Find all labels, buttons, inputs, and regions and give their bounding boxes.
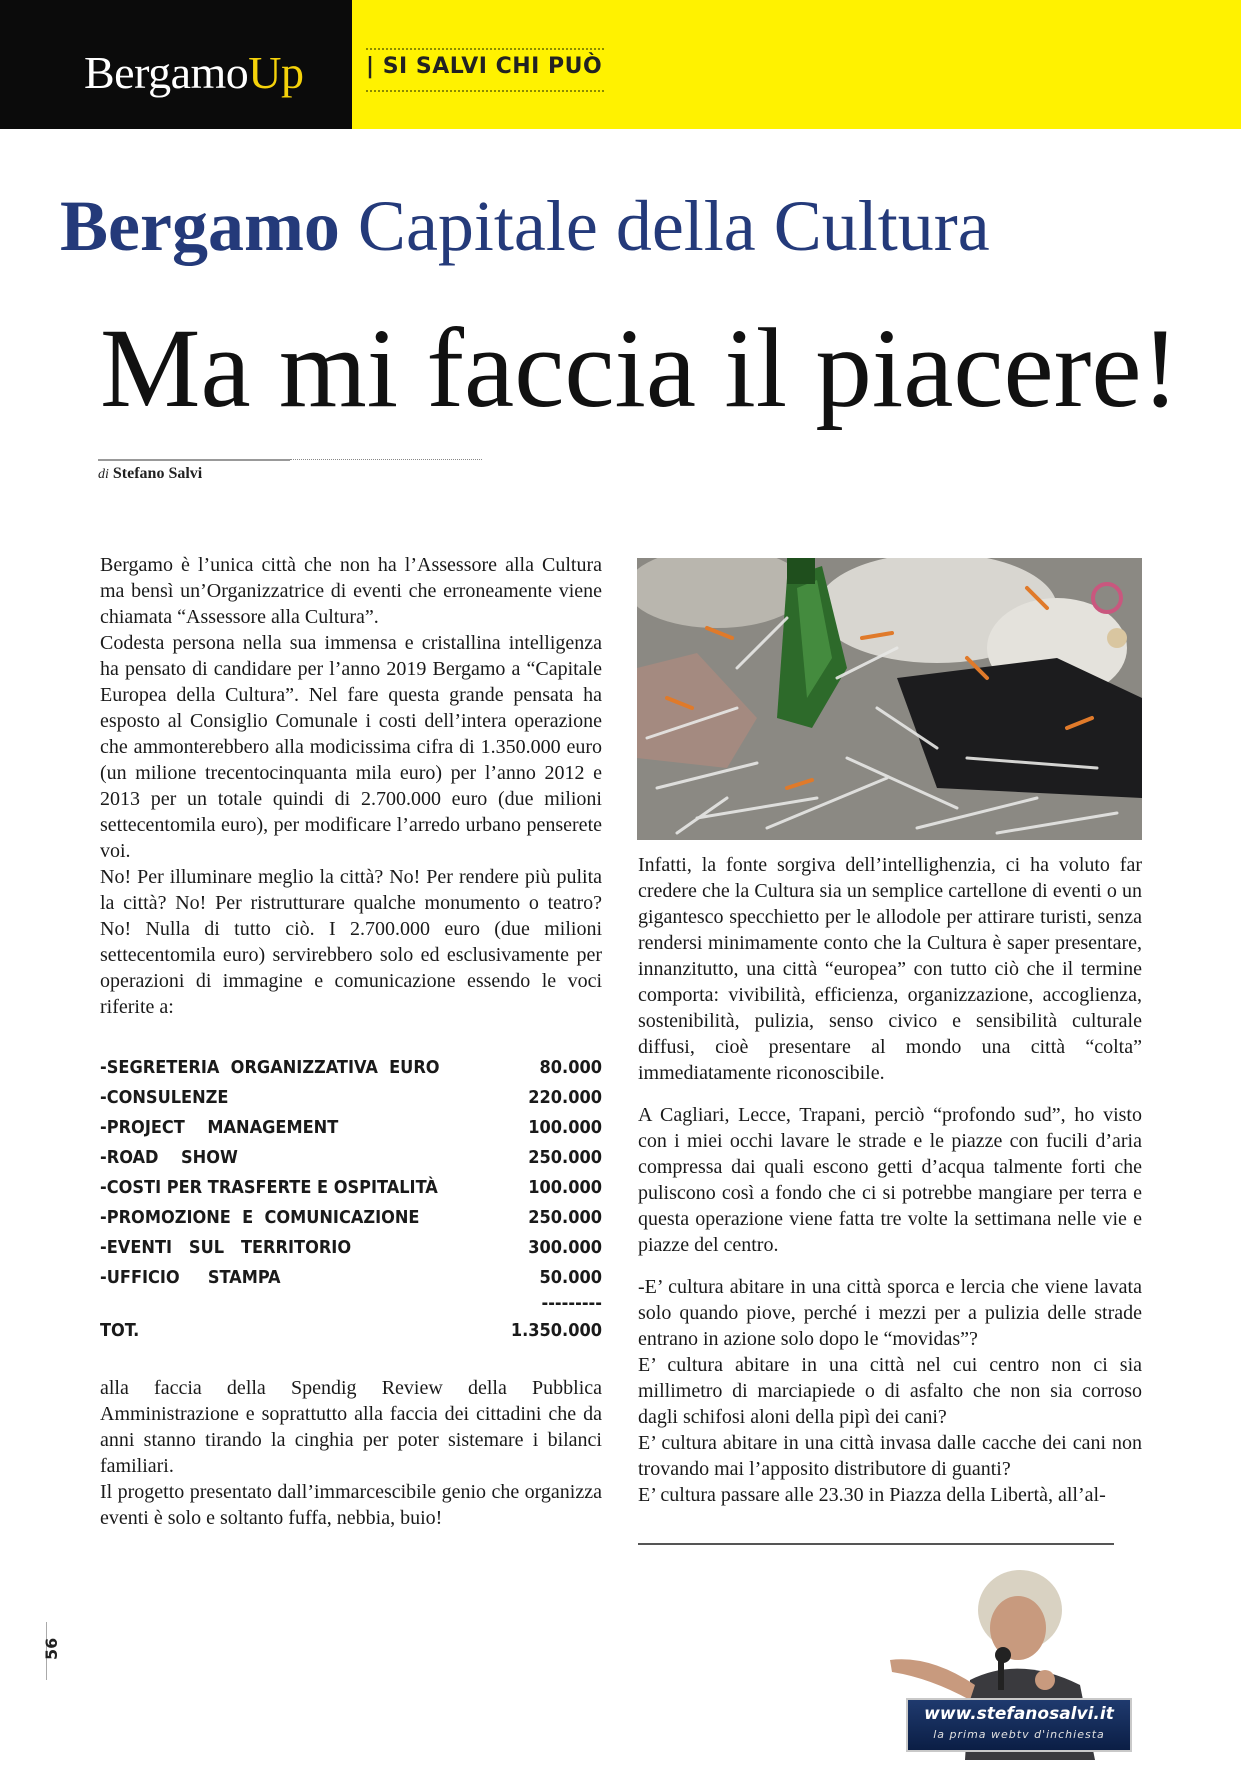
byline-author: Stefano Salvi (112, 465, 203, 482)
total-label: TOT. (100, 1320, 140, 1341)
cost-value: 250.000 (528, 1147, 602, 1168)
cost-label: -SEGRETERIA ORGANIZZATIVA EURO (100, 1057, 440, 1078)
cost-value: 80.000 (539, 1057, 602, 1078)
article-kicker (60, 185, 1200, 268)
photo-illustration (637, 558, 1142, 840)
cost-row (100, 1233, 602, 1263)
cost-label: -PROMOZIONE E COMUNICAZIONE (100, 1207, 420, 1228)
section-divider-bottom (366, 90, 604, 92)
byline (98, 465, 202, 483)
column-end-rule (638, 1543, 1114, 1545)
cost-value: 50.000 (539, 1267, 602, 1288)
paragraph: E’ cultura abitare in una città nel cui centro non ci sia millimetro di marciapiede o di asfalto che non sia corroso dagli schifosi aloni della pipì dei cani? (638, 1354, 1142, 1428)
cost-row (100, 1143, 602, 1173)
paragraph: alla faccia della Spendig Review della Pubblica Amministrazione e soprattutto alla faccia dei cittadini che da anni stanno tirando la cinghia per poter sistemare i bilanci familiari. (100, 1377, 602, 1477)
byline-dotted-rule (290, 459, 482, 460)
logo-accent: Up (248, 47, 304, 98)
cost-value: 100.000 (528, 1177, 602, 1198)
right-column (638, 852, 1142, 1508)
paragraph: Il progetto presentato dall’immarcescibile genio che organizza eventi è solo e soltanto fuffa, nebbia, buio! (100, 1481, 602, 1529)
byline-prefix: di (98, 467, 109, 482)
paragraph: No! Per illuminare meglio la città? No! Per rendere più pulita la città? No! Per ristrutturare qualche monumento o teatro? No! Nulla di tutto ciò. I 2.700.000 euro (due milioni settecentomila euro) servirebbero solo ed esclusivamente per operazioni di immagine e comunicazione essendo le voci riferite a: (100, 866, 602, 1018)
paragraph: E’ cultura passare alle 23.30 in Piazza della Libertà, all’al- (638, 1484, 1106, 1506)
cost-value: 220.000 (528, 1087, 602, 1108)
left-column-intro (100, 552, 602, 1020)
article-headline: Ma mi faccia il piacere! (100, 306, 1180, 431)
cost-row (100, 1113, 602, 1143)
cost-separator: --------- (541, 1293, 602, 1314)
logo-main: Bergamo (84, 47, 249, 98)
webtv-banner[interactable] (906, 1698, 1132, 1752)
cost-table (100, 1053, 602, 1347)
litter-syringes-photo (637, 558, 1142, 840)
cost-label: -UFFICIO STAMPA (100, 1267, 281, 1288)
section-divider-top (366, 48, 604, 50)
paragraph: E’ cultura abitare in una città invasa dalle cacche dei cani non trovando mai l’apposito distributore di guanti? (638, 1432, 1142, 1480)
paragraph: Bergamo è l’unica città che non ha l’Assessore alla Cultura ma bensì un’Organizzatrice di eventi che erroneamente viene chiamata “Assessore alla Cultura”. (100, 554, 602, 628)
cost-value: 100.000 (528, 1117, 602, 1138)
paragraph: Codesta persona nella sua immensa e cristallina intelligenza ha pensato di candidare per l’anno 2019 Bergamo a “Capitale Europea della Cultura”. Nel fare questa grande pensata ha esposto al Consiglio Comunale i costi dell’intera operazione che ammonterebbero alla modicissima cifra di 1.350.000 euro (un milione trecentocinquanta mila euro) per l’anno 2012 e 2013 per un totale quindi di 2.700.000 euro (due milioni settecentomila euro), per modificare l’arredo urbano penserete voi. (100, 632, 602, 862)
total-value: 1.350.000 (510, 1320, 602, 1341)
cost-row (100, 1173, 602, 1203)
cost-label: -CONSULENZE (100, 1087, 229, 1108)
cost-label: -COSTI PER TRASFERTE E OSPITALITÀ (100, 1177, 438, 1198)
cost-label: -EVENTI SUL TERRITORIO (100, 1237, 352, 1258)
left-column-outro (100, 1375, 602, 1531)
cost-label: -PROJECT MANAGEMENT (100, 1117, 339, 1138)
cost-row (100, 1053, 602, 1083)
paragraph: -E’ cultura abitare in una città sporca e lercia che viene lavata solo quando piove, perché i mezzi per a pulizia delle strade entrano in azione solo dopo le “movidas”? (638, 1276, 1142, 1350)
webtv-url[interactable]: www.stefanosalvi.it (924, 1704, 1114, 1724)
kicker-bold: Bergamo (60, 186, 340, 266)
cost-value: 300.000 (528, 1237, 602, 1258)
cost-row (100, 1263, 602, 1293)
cost-total-row (100, 1315, 602, 1347)
page-number: 56 (42, 1637, 61, 1660)
cost-row (100, 1203, 602, 1233)
cost-value: 250.000 (528, 1207, 602, 1228)
webtv-tagline: la prima webtv d'inchiesta (933, 1728, 1105, 1741)
cost-row (100, 1083, 602, 1113)
magazine-logo (84, 46, 304, 99)
kicker-rest: Capitale della Cultura (339, 186, 990, 266)
section-label: | SI SALVI CHI PUÒ (366, 54, 603, 79)
paragraph: Infatti, la fonte sorgiva dell’intellighenzia, ci ha voluto far credere che la Cultura sia un semplice cartellone di eventi o un gigantesco specchietto per le allodole per attirare turisti, senza rendersi minimamente conto che la Cultura è saper presentare, innanzitutto, una città “europea” con tutto ciò che il termine comporta: vivibilità, efficienza, organizzazione, accoglienza, sostenibilità, pulizia, senso civico e sensibilità culturale diffusi, cioè presentare al mondo una città “colta” immediatamente riconoscibile. (638, 854, 1142, 1084)
cost-label: -ROAD SHOW (100, 1147, 238, 1168)
byline-rule (98, 459, 290, 461)
paragraph: A Cagliari, Lecce, Trapani, perciò “profondo sud”, ho visto con i miei occhi lavare le strade e le piazze con fucili d’aria compressa dai quali escono getti d’acqua talmente forti che puliscono così a fondo che ci si potrebbe mangiare per terra e questa operazione viene fatta tre volte la settimana nelle vie e piazze del centro. (638, 1104, 1142, 1256)
